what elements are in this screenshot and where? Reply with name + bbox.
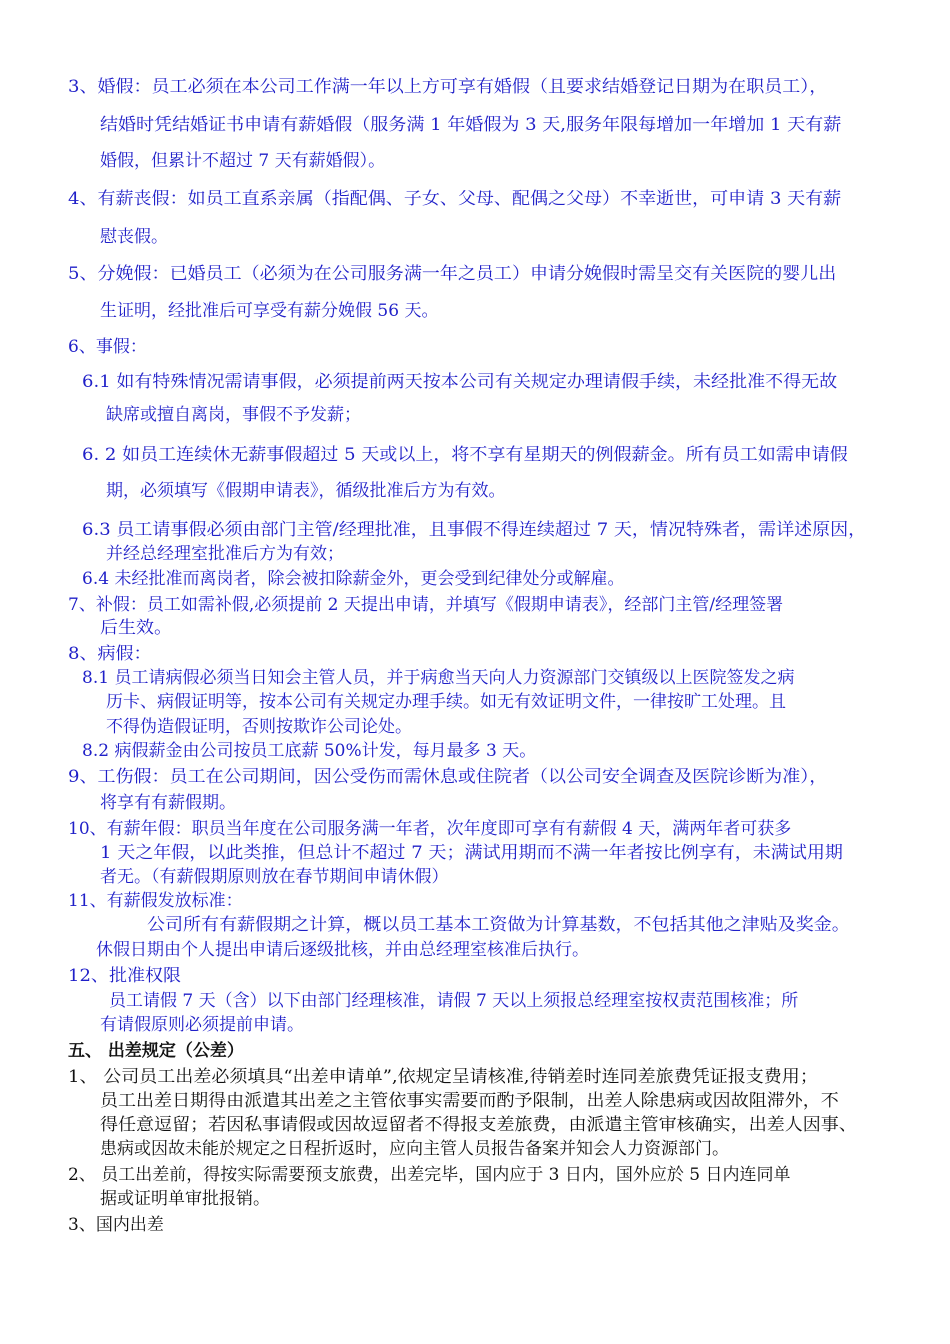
item-6-personal-leave-line-1: 6、事假： <box>68 337 147 357</box>
item-7-makeup-leave-line-2: 后生效。 <box>100 618 173 638</box>
item-8-sick-leave-line-4: 不得伪造假证明，否则按欺诈公司论处。 <box>106 717 412 737</box>
section-5-title-line-1: 五、 出差规定（公差） <box>68 1041 244 1061</box>
item-6-2-line-2: 期，必须填写《假期申请表》，循级批准后方为有效。 <box>106 481 506 501</box>
item-8-sick-leave-line-5: 8.2 病假薪金由公司按员工底薪 50%计发，每月最多 3 天。 <box>82 741 537 761</box>
item-3-marriage-leave-line-1: 3、婚假：员工必须在本公司工作满一年以上方可享有婚假（且要求结婚登记日期为在职员工）， <box>68 77 828 97</box>
item-6-1-line-2: 缺席或擅自离岗，事假不予发薪； <box>106 405 361 425</box>
item-3-marriage-leave-line-3: 婚假，但累计不超过 7 天有薪婚假）。 <box>100 151 386 171</box>
trip-item-1-line-1: 1、 公司员工出差必须填具“出差申请单”,依规定呈请核准,待销差时连同差旅费凭证报支费用； <box>68 1067 818 1087</box>
item-5-paternity-leave-line-2: 生证明，经批准后可享受有薪分娩假 56 天。 <box>100 301 439 321</box>
trip-item-2-line-1: 2、 员工出差前，得按实际需要预支旅费，出差完毕，国内应于 3 日内，国外应於 5 日内连同单 <box>68 1165 791 1185</box>
item-6-3-line-2: 并经总经理室批准后方为有效； <box>106 544 344 564</box>
item-3-marriage-leave-line-2: 结婚时凭结婚证书申请有薪婚假（服务满 1 年婚假为 3 天,服务年限每增加一年增加 1 天有薪 <box>100 115 842 135</box>
item-8-sick-leave-line-3: 历卡、病假证明等，按本公司有关规定办理手续。如无有效证明文件，一律按旷工处理。且 <box>106 692 786 712</box>
item-12-approval-line-2: 员工请假 7 天（含）以下由部门经理核准，请假 7 天以上须报总经理室按权责范围核准；所 <box>109 991 799 1011</box>
item-7-makeup-leave-line-1: 7、补假：员工如需补假,必须提前 2 天提出申请，并填写《假期申请表》，经部门主管/经理签署 <box>68 595 784 615</box>
item-10-annual-leave-line-3: 者无。（有薪假期原则放在春节期间申请休假） <box>100 867 449 887</box>
item-4-bereavement-leave-line-2: 慰丧假。 <box>100 227 168 247</box>
item-11-pay-standard-line-2: 公司所有有薪假期之计算，概以员工基本工资做为计算基数，不包括其他之津贴及奖金。 <box>147 915 850 935</box>
item-12-approval-line-3: 有请假原则必须提前申请。 <box>100 1015 304 1035</box>
trip-item-1-line-4: 患病或因故未能於规定之日程折返时，应向主管人员报告备案并知会人力资源部门。 <box>100 1139 729 1159</box>
item-6-1-line-1: 6.1 如有特殊情况需请事假，必须提前两天按本公司有关规定办理请假手续，未经批准不得无故 <box>82 372 838 392</box>
item-9-injury-leave-line-2: 将享有有薪假期。 <box>100 793 236 813</box>
item-5-paternity-leave-line-1: 5、分娩假：已婚员工（必须为在公司服务满一年之员工）申请分娩假时需呈交有关医院的婴儿出 <box>68 264 837 284</box>
item-4-bereavement-leave-line-1: 4、有薪丧假：如员工直系亲属（指配偶、子女、父母、配偶之父母）不幸逝世，可申请 3 天有薪 <box>68 189 842 209</box>
item-12-approval-line-1: 12、批准权限 <box>68 966 182 986</box>
item-6-4-line-1: 6.4 未经批准而离岗者，除会被扣除薪金外，更会受到纪律处分或解雇。 <box>82 569 625 589</box>
item-8-sick-leave-line-1: 8、病假： <box>68 644 152 664</box>
trip-item-1-line-2: 员工出差日期得由派遣其出差之主管依事实需要而酌予限制，出差人除患病或因故阻滞外，不 <box>100 1091 839 1111</box>
item-8-sick-leave-line-2: 8.1 员工请病假必须当日知会主管人员，并于病愈当天向人力资源部门交镇级以上医院签发之病 <box>82 668 795 688</box>
trip-item-1-line-3: 得任意逗留；若因私事请假或因故逗留者不得报支差旅费，由派遣主管审核确实，出差人因事、 <box>100 1115 857 1135</box>
item-11-pay-standard-line-3: 休假日期由个人提出申请后逐级批核，并由总经理室核准后执行。 <box>96 940 589 960</box>
trip-item-3-line-1: 3、国内出差 <box>68 1215 164 1235</box>
item-10-annual-leave-line-1: 10、有薪年假：职员当年度在公司服务满一年者，次年度即可享有有薪假 4 天，满两年者可获多 <box>68 819 792 839</box>
trip-item-2-line-2: 据或证明单审批报销。 <box>100 1189 270 1209</box>
item-6-2-line-1: 6. 2 如员工连续休无薪事假超过 5 天或以上，将不享有星期天的例假薪金。所有员工如需申请假 <box>82 445 848 465</box>
item-9-injury-leave-line-1: 9、工伤假：员工在公司期间，因公受伤而需休息或住院者（以公司安全调查及医院诊断为准）， <box>68 767 828 787</box>
item-11-pay-standard-line-1: 11、有薪假发放标准： <box>68 891 243 911</box>
item-10-annual-leave-line-2: 1 天之年假，以此类推，但总计不超过 7 天；满试用期而不满一年者按比例享有，未满试用期 <box>100 843 843 863</box>
item-6-3-line-1: 6.3 员工请事假必须由部门主管/经理批准，且事假不得连续超过 7 天，情况特殊者，需详述原因， <box>82 520 867 540</box>
